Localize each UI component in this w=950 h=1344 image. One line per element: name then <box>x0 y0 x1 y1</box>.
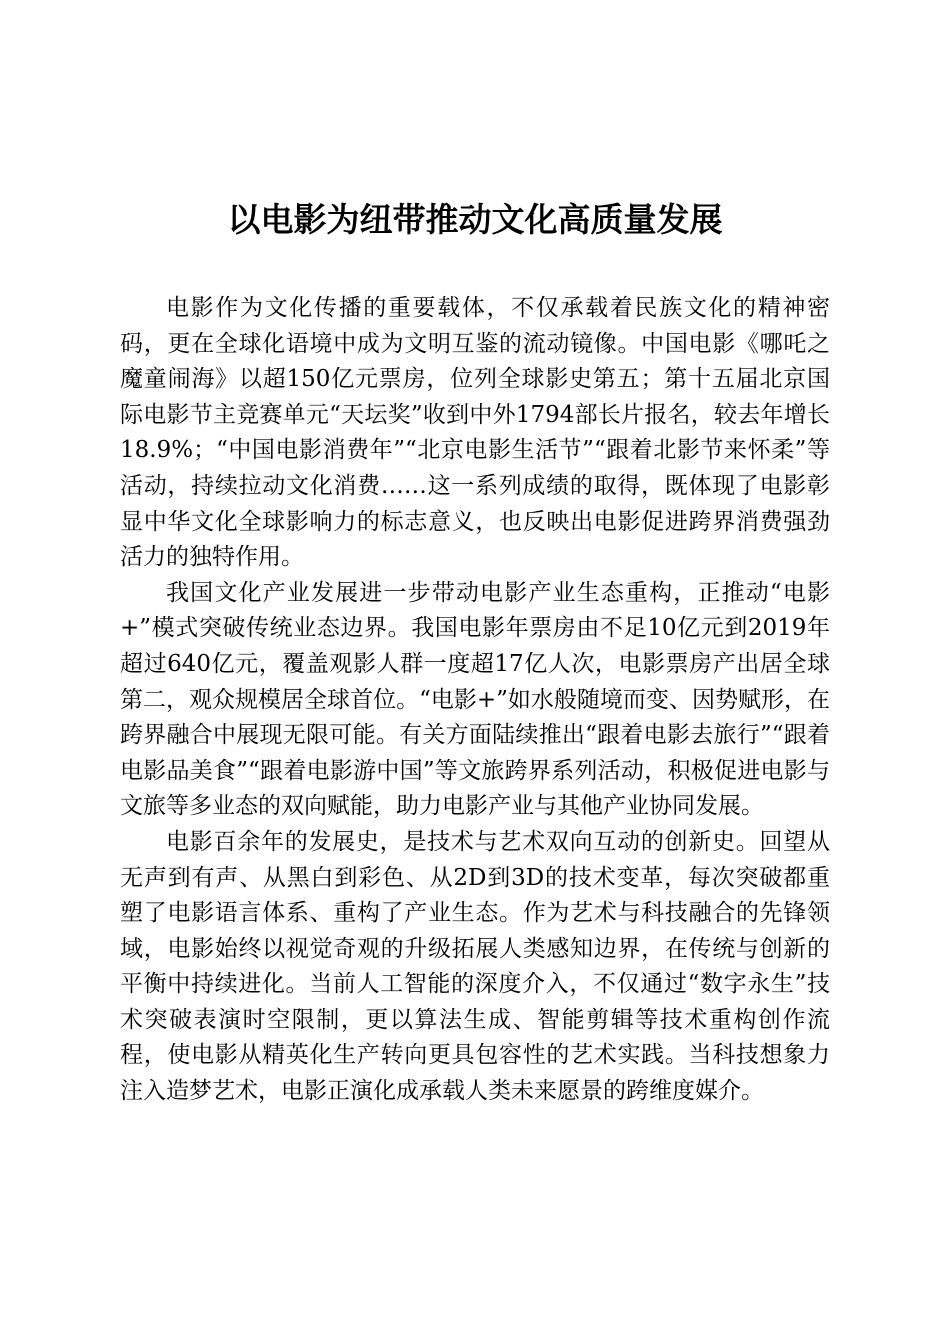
article-body <box>120 291 830 1110</box>
paragraph-2: 我国文化产业发展进一步带动电影产业生态重构，正推动“电影+”模式突破传统业态边界。我国电影年票房由不足10亿元到2019年超过640亿元，覆盖观影人群一度超17亿人次，电影票房产出居全球第二，观众规模居全球首位。“电影+”如水般随境而变、因势赋形，在跨界融合中展现无限可能。有关方面陆续推出“跟着电影去旅行”“跟着电影品美食”“跟着电影游中国”等文旅跨界系列活动，积极促进电影与文旅等多业态的双向赋能，助力电影产业与其他产业协同发展。 <box>120 579 830 820</box>
paragraph-3: 电影百余年的发展史，是技术与艺术双向互动的创新史。回望从无声到有声、从黑白到彩色、从2D到3D的技术变革，每次突破都重塑了电影语言体系、重构了产业生态。作为艺术与科技融合的先锋领域，电影始终以视觉奇观的升级拓展人类感知边界，在传统与创新的平衡中持续进化。当前人工智能的深度介入，不仅通过“数字永生”技术突破表演时空限制，更以算法生成、智能剪辑等技术重构创作流程，使电影从精英化生产转向更具包容性的艺术实践。当科技想象力注入造梦艺术，电影正演化成承载人类未来愿景的跨维度媒介。 <box>120 828 830 1105</box>
article-title: 以电影为纽带推动文化高质量发展 <box>227 200 723 239</box>
paragraph-1: 电影作为文化传播的重要载体，不仅承载着民族文化的精神密码，更在全球化语境中成为文明互鉴的流动镜像。中国电影《哪吒之魔童闹海》以超150亿元票房，位列全球影史第五；第十五届北京国际电影节主竞赛单元“天坛奖”收到中外1794部长片报名，较去年增长18.9%；“中国电影消费年”“北京电影生活节”“跟着北影节来怀柔”等活动，持续拉动文化消费……这一系列成绩的取得，既体现了电影彰显中华文化全球影响力的标志意义，也反映出电影促进跨界消费强劲活力的独特作用。 <box>120 295 830 571</box>
